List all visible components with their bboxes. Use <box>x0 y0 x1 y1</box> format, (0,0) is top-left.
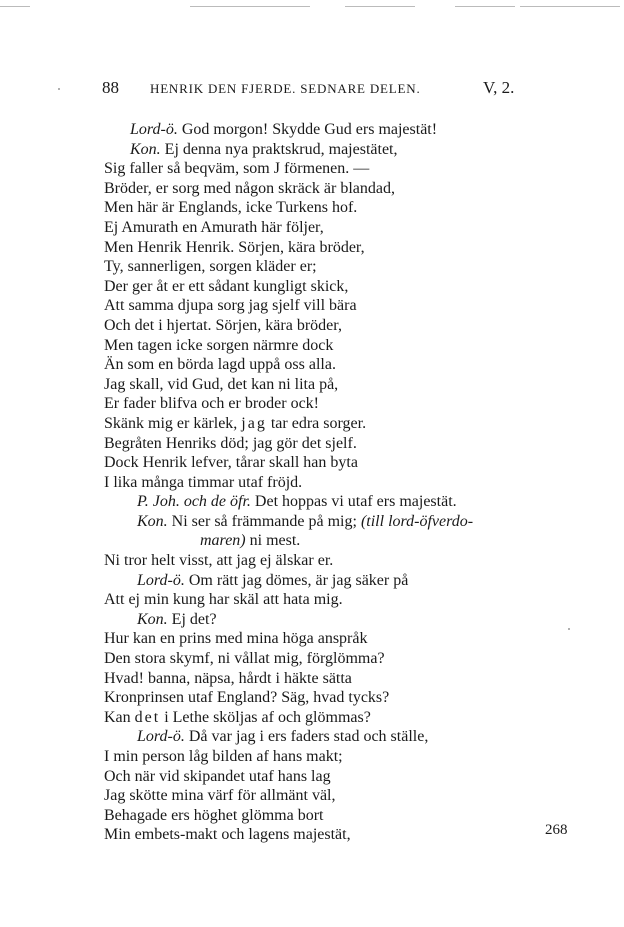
verse-line <box>104 747 604 767</box>
speaker-name: Lord-ö. <box>130 121 178 138</box>
verse-line <box>104 512 604 532</box>
line-text: ni mest. <box>245 532 301 550</box>
line-text: Ej det? <box>167 610 217 628</box>
line-text: i Lethe sköljas af och glömmas? <box>160 708 371 726</box>
line-text: Hvad! banna, näpsa, hårdt i häkte sätta <box>104 669 352 687</box>
line-text: Begråten Henriks död; jag gör det sjelf. <box>104 434 357 452</box>
verse-line <box>104 590 604 610</box>
line-text: Kan <box>104 708 135 726</box>
speaker-name: P. Joh. och de öfr. <box>137 493 251 511</box>
line-text: Och det i hjertat. Sörjen, kära bröder, <box>104 316 342 334</box>
verse-line <box>104 492 604 512</box>
line-text: Ej denna nya praktskrud, majestätet, <box>160 140 398 158</box>
verse-line <box>104 825 604 845</box>
line-text: Skänk mig er kärlek, <box>104 414 242 432</box>
line-text: Der ger åt er ett sådant kungligt skick, <box>104 277 349 295</box>
emphasized-word: jag <box>241 414 267 432</box>
verse-line <box>104 375 604 395</box>
line-text: Men Henrik Henrik. Sörjen, kära bröder, <box>104 238 365 256</box>
verse-line <box>104 257 604 277</box>
stage-direction: maren) <box>200 532 246 550</box>
verse-line <box>104 336 604 356</box>
verse-line <box>104 786 604 806</box>
speaker-name: Kon. <box>137 512 168 530</box>
verse-line <box>104 179 604 199</box>
verse-line <box>104 120 604 140</box>
verse-line <box>104 198 604 218</box>
line-text: Än som en börda lagd uppå oss alla. <box>104 356 336 374</box>
line-text: Då var jag i ers faders stad och ställe, <box>184 728 429 746</box>
running-header <box>102 78 532 102</box>
line-text: Kronprinsen utaf England? Säg, hvad tycks? <box>104 689 390 707</box>
speaker-name: Lord-ö. <box>137 571 185 589</box>
line-text: Min embets-makt och lagens majestät, <box>104 826 351 844</box>
line-text: Bröder, er sorg med någon skräck är blandad, <box>104 179 395 197</box>
line-text: Men här är Englands, icke Turkens hof. <box>104 199 358 217</box>
line-text: Men tagen icke sorgen närmre dock <box>104 336 334 354</box>
emphasized-word: det <box>134 708 161 726</box>
line-text: Er fader blifva och er broder ock! <box>104 395 319 413</box>
line-text: Ty, sannerligen, sorgen kläder er; <box>104 258 317 276</box>
verse-line <box>104 394 604 414</box>
speaker-name: Kon. <box>130 140 161 158</box>
verse-line <box>104 434 604 454</box>
verse-line <box>104 140 604 160</box>
verse-line <box>104 727 604 747</box>
line-text: Om rätt jag dömes, är jag säker på <box>184 571 409 589</box>
speaker-name: Kon. <box>137 610 168 628</box>
line-text: Ni tror helt visst, att jag ej älskar er. <box>104 552 334 570</box>
paper-speck <box>568 628 570 630</box>
line-text: Ni ser så främmande på mig; <box>167 512 361 530</box>
line-text: Och när vid skipandet utaf hans lag <box>104 767 331 785</box>
line-text: Att ej min kung har skäl att hata mig. <box>104 591 343 609</box>
verse-line <box>104 708 604 728</box>
verse-line <box>104 767 604 787</box>
verse-line <box>104 473 604 493</box>
verse-line <box>104 629 604 649</box>
line-text: Hur kan en prins med mina höga anspråk <box>104 630 368 648</box>
line-text: Jag skötte mina värf för allmänt väl, <box>104 787 336 805</box>
verse-line <box>104 238 604 258</box>
line-text: Sig faller så beqväm, som J förmenen. — <box>104 160 370 178</box>
verse-line <box>104 277 604 297</box>
line-text: Att samma djupa sorg jag sjelf vill bära <box>104 297 357 315</box>
line-text: God morgon! Skydde Gud ers majestät! <box>177 121 438 138</box>
line-text: Dock Henrik lefver, tårar skall han byta <box>104 454 358 472</box>
verse-line <box>104 806 604 826</box>
line-text: Behagade ers höghet glömma bort <box>104 806 324 824</box>
verse-line <box>104 355 604 375</box>
verse-line <box>104 159 604 179</box>
play-text <box>104 120 604 845</box>
running-title: HENRIK DEN FJERDE. SEDNARE DELEN. <box>150 81 421 96</box>
line-text: Det hoppas vi utaf ers majestät. <box>250 493 457 511</box>
line-text: Jag skall, vid Gud, det kan ni lita på, <box>104 375 339 393</box>
line-text: Den stora skymf, ni vållat mig, förglömma? <box>104 650 385 668</box>
speaker-name: Lord-ö. <box>137 728 185 746</box>
stage-direction: (till lord-öfverdo- <box>360 512 474 530</box>
verse-line <box>104 531 604 551</box>
signature-mark: 268 <box>545 822 568 838</box>
verse-line <box>104 551 604 571</box>
verse-line <box>104 571 604 591</box>
verse-line <box>104 610 604 630</box>
verse-line <box>104 218 604 238</box>
verse-line <box>104 669 604 689</box>
page-number: 88 <box>102 78 119 97</box>
top-border-line <box>0 6 624 7</box>
line-text: I lika många timmar utaf fröjd. <box>104 473 303 491</box>
verse-line <box>104 688 604 708</box>
verse-line <box>104 414 604 434</box>
line-text: tar edra sorger. <box>266 414 367 432</box>
line-text: I min person låg bilden af hans makt; <box>104 748 343 765</box>
verse-line <box>104 316 604 336</box>
line-text: Ej Amurath en Amurath här följer, <box>104 218 324 236</box>
verse-line <box>104 649 604 669</box>
verse-line <box>104 453 604 473</box>
paper-speck <box>58 88 60 90</box>
verse-line <box>104 296 604 316</box>
act-scene: V, 2. <box>483 78 515 97</box>
